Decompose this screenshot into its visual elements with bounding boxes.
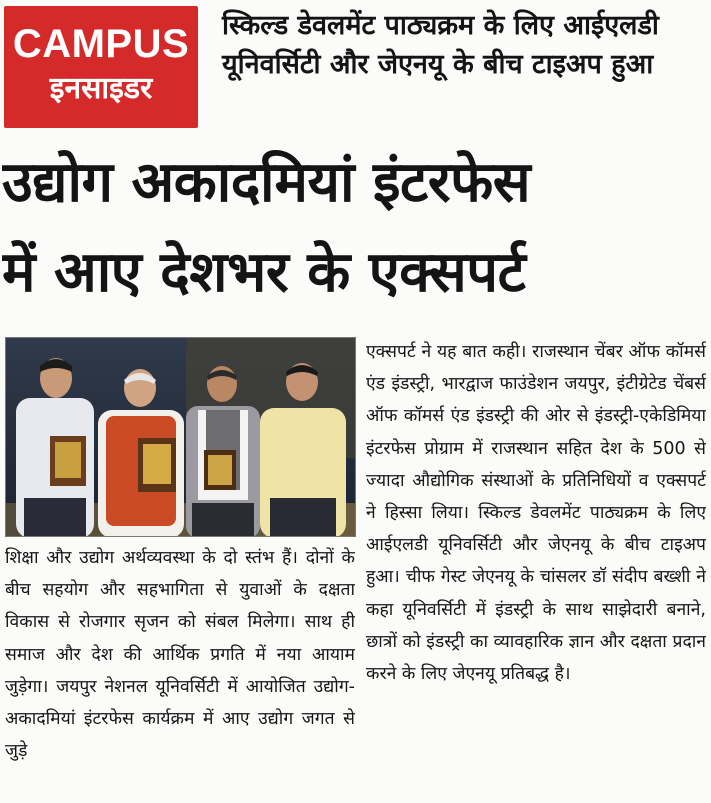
article-column-left: शिक्षा और उद्योग अर्थव्यवस्था के दो स्तंभ हैं। दोनों के बीच सहयोग और सहभागिता से युवाओं के दक्षता विकास से रोजगार सृजन को संबल मिलेगा। साथ ही समाज और देश की आर्थिक प्रगति में नया आयाम जुड़ेगा। जयपुर नेशनल यूनिवर्सिटी में आयोजित उद्योग-अकादमियां इंटरफेस कार्यक्रम में आए उद्योग जगत से जुड़े [5,548,355,762]
logo-line-insider: इनसाइडर [49,71,153,106]
campus-insider-logo [4,6,198,128]
headline-line-2: में आए देशभर के एक्सपर्ट [2,240,526,305]
article-column-right: एक्सपर्ट ने यह बात कही। राजस्थान चेंबर ऑफ कॉमर्स एंड इंडस्ट्री, भारद्वाज फाउंडेशन जयपुर, इंटीग्रेटेड चेंबर्स ऑफ कॉमर्स एंड इंडस्ट्री की ओर से इंडस्ट्री-एकेडिमिया इंटरफेस प्रोग्राम में राजस्थान सहित देश के 500 से ज्यादा औद्योगिक संस्थाओं के प्रतिनिधियों व एक्सपर्ट ने हिस्सा लिया। स्किल्ड डेवलमेंट पाठ्यक्रम के लिए आईएलडी यूनिवर्सिटी और जेएनयू के बीच टाइअप हुआ। चीफ गेस्ट जेएनयू के चांसलर डॉ संदीप बख्शी ने कहा यूनिवर्सिटी में इंडस्ट्री के साथ साझेदारी बनाने, छात्रों को इंडस्ट्री का व्यावहारिक ज्ञान और दक्षता प्रदान करने के लिए जेएनयू प्रतिबद्ध है। [366,342,706,685]
headline-line-1: उद्योग अकादमियां इंटरफेस [2,150,531,215]
logo-line-campus: CAMPUS [12,22,190,66]
main-headline [2,138,708,318]
event-photo-illustration [6,338,356,537]
event-photo [5,337,356,537]
kicker-subheadline: स्किल्ड डेवलमेंट पाठ्यक्रम के लिए आईएलडी यूनिवर्सिटी और जेएनयू के बीच टाइअप हुआ [222,10,659,80]
